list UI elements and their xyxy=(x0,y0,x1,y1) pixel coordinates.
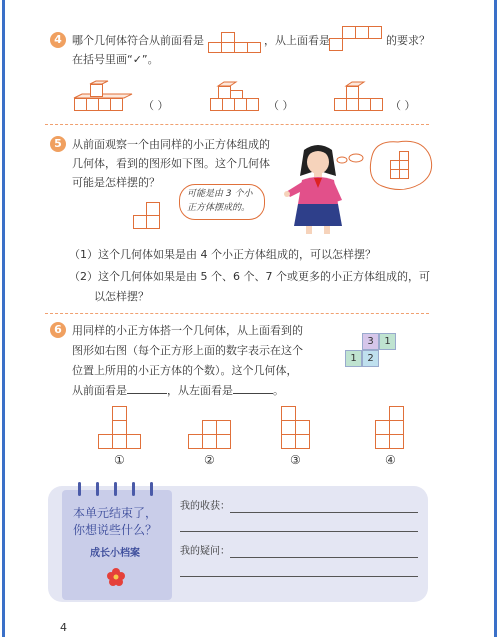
harvest-line-1[interactable] xyxy=(230,512,418,513)
note-rings xyxy=(70,480,166,498)
option-1-figure xyxy=(98,406,142,450)
option-2-figure xyxy=(188,420,232,450)
top-view-figure xyxy=(329,26,385,52)
question-line-2[interactable] xyxy=(180,576,418,577)
choice-3-paren[interactable]: （ ） xyxy=(390,99,416,112)
front-view-blank[interactable] xyxy=(127,393,167,394)
question-4-text-b: ，从上面看是 xyxy=(264,34,330,47)
choice-1-paren[interactable]: （ ） xyxy=(143,99,169,112)
question-4-instruction: 在括号里画“✓”。 xyxy=(72,53,159,66)
question-5-line3: 可能是怎样摆的？ xyxy=(72,176,160,189)
question-label: 我的疑问： xyxy=(180,546,230,557)
harvest-label: 我的收获： xyxy=(180,501,230,512)
summary-title-line1: 本单元结束了， xyxy=(73,506,158,520)
question-6-line1: 用同样的小正方体搭一个几何体，从上面看到的 xyxy=(72,324,303,337)
flower-icon xyxy=(107,568,125,586)
question-4-text-c: 的要求？ xyxy=(386,34,430,47)
speech-line2: 正方体摆成的。 xyxy=(187,203,251,213)
question-5-front-view xyxy=(133,202,161,230)
top-view-cell-d: 2 xyxy=(362,350,379,367)
question-line-1[interactable] xyxy=(230,557,418,558)
question-6-line4-c: 。 xyxy=(273,384,284,397)
option-2-label[interactable]: ② xyxy=(204,453,215,467)
thought-bubble xyxy=(336,138,436,194)
top-view-cell-a: 3 xyxy=(362,333,379,350)
archive-label: 成长小档案 xyxy=(90,548,140,559)
option-3-figure xyxy=(281,406,311,450)
question-5-sub1: （1）这个几何体如果是由 4 个小正方体组成的，可以怎样摆？ xyxy=(69,248,376,261)
question-6-number: 6 xyxy=(50,322,66,338)
question-6-line3: 位置上所用的小正方体的个数）。这个几何体， xyxy=(72,364,298,377)
question-5-number: 5 xyxy=(50,136,66,152)
front-view-figure xyxy=(208,31,264,53)
question-5-line2: 几何体，看到的图形如下图。这个几何体 xyxy=(72,157,270,170)
question-6-line2: 图形如右图（每个正方形上面的数字表示在这个 xyxy=(72,344,303,357)
question-6-line4 xyxy=(72,384,284,398)
option-4-label[interactable]: ④ xyxy=(385,453,396,467)
option-3-label[interactable]: ③ xyxy=(290,453,301,467)
question-6-line4-a: 从前面看是 xyxy=(72,384,127,397)
divider-1 xyxy=(45,124,429,125)
question-4-number: 4 xyxy=(50,32,66,48)
harvest-line-2[interactable] xyxy=(180,531,418,532)
choice-3-figure xyxy=(330,80,394,116)
choice-2-figure xyxy=(206,80,270,116)
summary-title-line2: 你想说些什么？ xyxy=(73,523,158,537)
divider-2 xyxy=(45,313,429,314)
question-6-line4-b: ，从左面看是 xyxy=(167,384,233,397)
choice-1-figure xyxy=(70,80,134,116)
left-view-blank[interactable] xyxy=(233,393,273,394)
option-1-label[interactable]: ① xyxy=(114,453,125,467)
speech-line1: 可能是由 3 个小 xyxy=(187,189,253,199)
top-view-cell-b: 1 xyxy=(379,333,396,350)
choice-2-paren[interactable]: （ ） xyxy=(268,99,294,112)
option-4-figure xyxy=(375,406,405,450)
question-5-sub2-line2: 以怎样摆？ xyxy=(94,290,149,303)
question-5-line1: 从前面观察一个由同样的小正方体组成的 xyxy=(72,138,270,151)
page-number: 4 xyxy=(60,621,67,634)
question-4-text-a: 哪个几何体符合从前面看是 xyxy=(72,34,204,47)
top-view-cell-c: 1 xyxy=(345,350,362,367)
question-5-sub2-line1: （2）这个几何体如果是由 5 个、6 个、7 个或更多的小正方体组成的，可 xyxy=(69,270,430,283)
